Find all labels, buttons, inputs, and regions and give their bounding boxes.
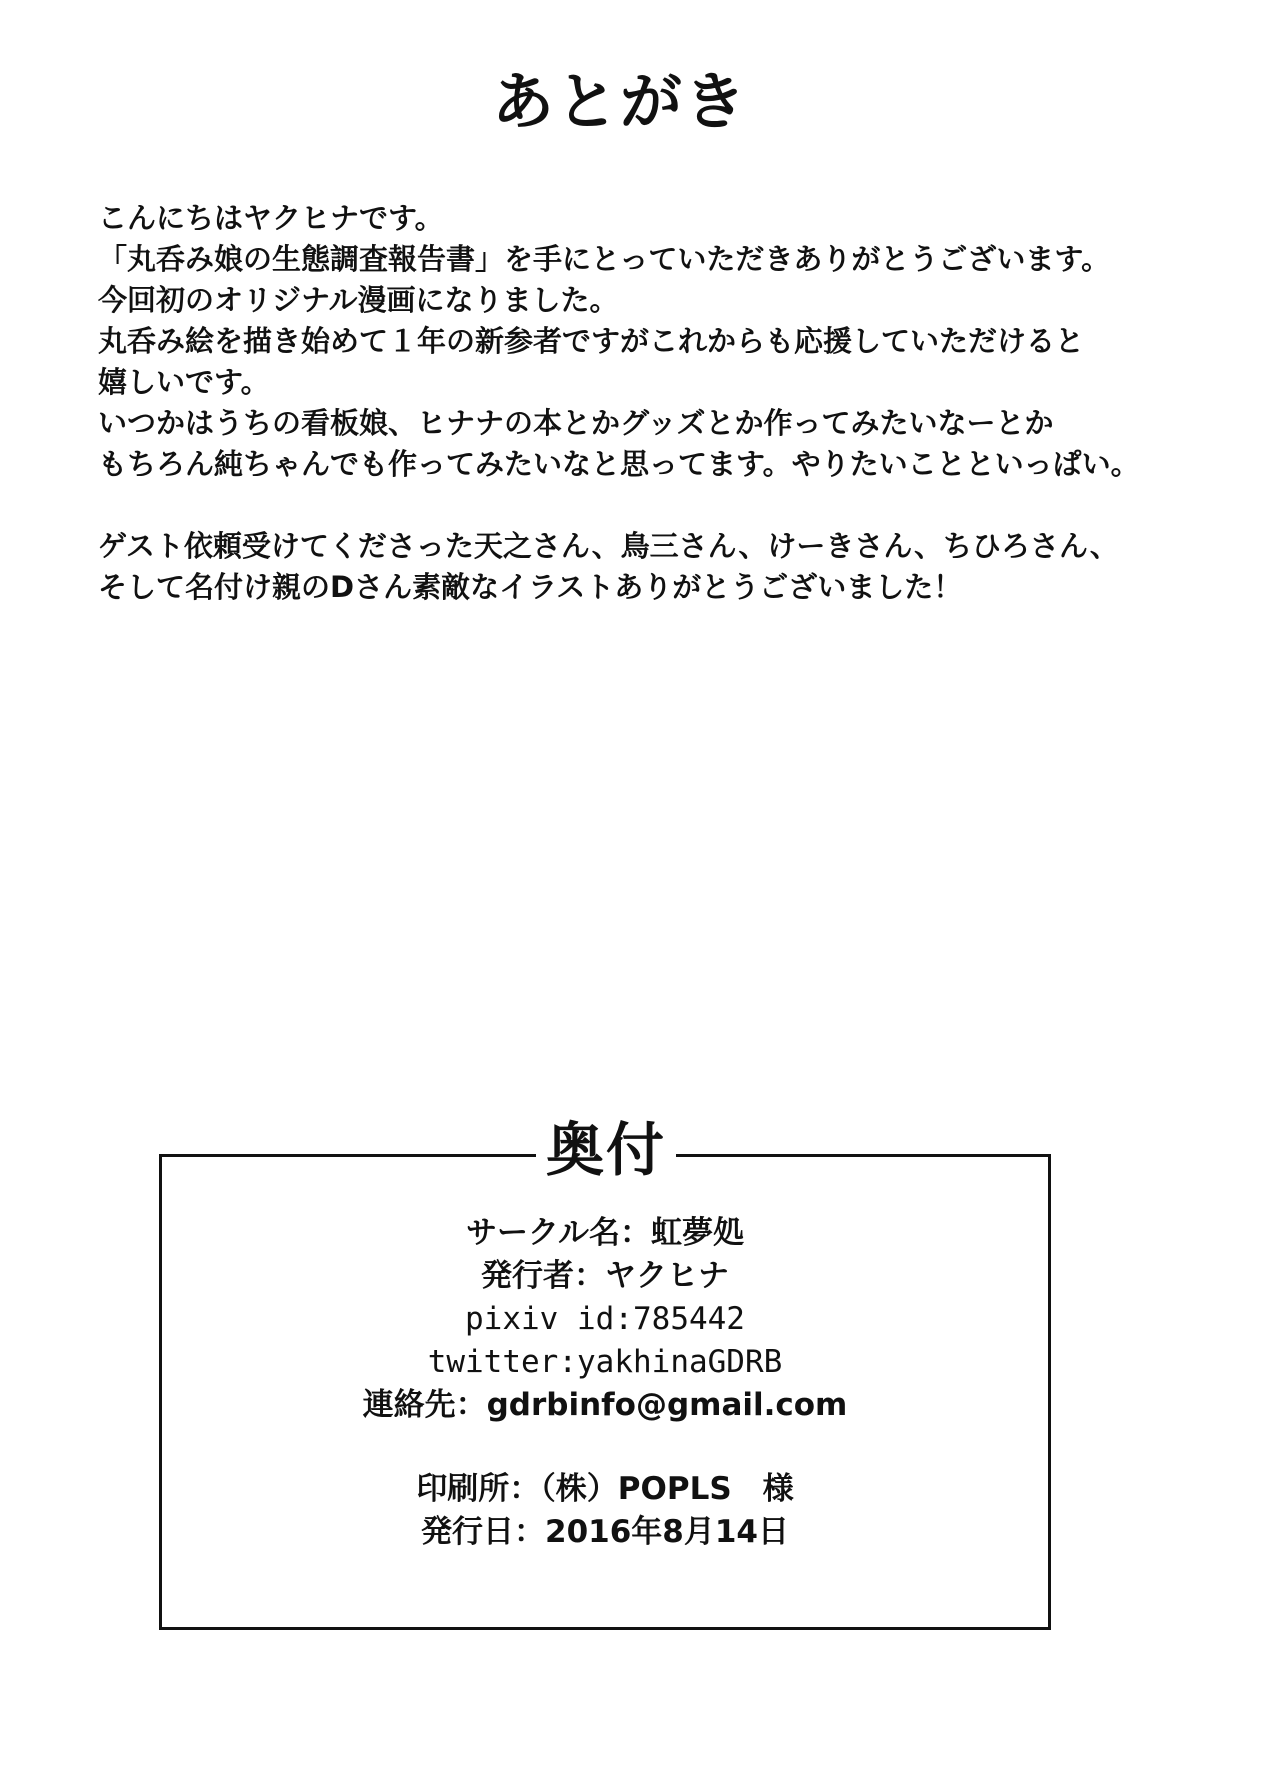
publication-date: 発行日：2016年8月14日: [421, 1514, 789, 1550]
twitter-handle: twitter:yakhinaGDRB: [427, 1344, 783, 1380]
circle-name: サークル名：虹夢処: [465, 1215, 745, 1251]
afterword-line: 嬉しいです。: [98, 365, 270, 399]
publisher-name: 発行者：ヤクヒナ: [481, 1258, 729, 1294]
colophon-gap: [159, 1427, 1051, 1468]
afterword-line: そして名付け親のDさん素敵なイラストありがとうございました！: [98, 570, 963, 604]
afterword-line: 「丸呑み娘の生態調査報告書」を手にとっていただきありがとうございます。: [98, 242, 1111, 276]
afterword-line: 丸呑み絵を描き始めて１年の新参者ですがこれからも応援していただけると: [98, 324, 1085, 358]
afterword-title: あとがき: [491, 65, 748, 138]
afterword-line: いつかはうちの看板娘、ヒナナの本とかグッズとか作ってみたいなーとか: [98, 406, 1054, 440]
contact-email: 連絡先：gdrbinfo@gmail.com: [362, 1387, 848, 1423]
paragraph-gap: [98, 485, 1218, 526]
printer-name: 印刷所：（株）POPLS 様: [416, 1471, 794, 1507]
afterword-line: 今回初のオリジナル漫画になりました。: [98, 283, 619, 317]
afterword-body: [98, 198, 1218, 608]
colophon-details: [159, 1212, 1051, 1554]
colophon-title: 奥付: [536, 1110, 676, 1190]
afterword-line: もちろん純ちゃんでも作ってみたいなと思ってます。やりたいことといっぱい。: [98, 447, 1140, 481]
afterword-line: こんにちはヤクヒナです。: [98, 201, 444, 235]
afterword-line: ゲスト依頼受けてくださった天之さん、鳥三さん、けーきさん、ちひろさん、: [98, 529, 1119, 563]
pixiv-id: pixiv id:785442: [465, 1301, 745, 1337]
